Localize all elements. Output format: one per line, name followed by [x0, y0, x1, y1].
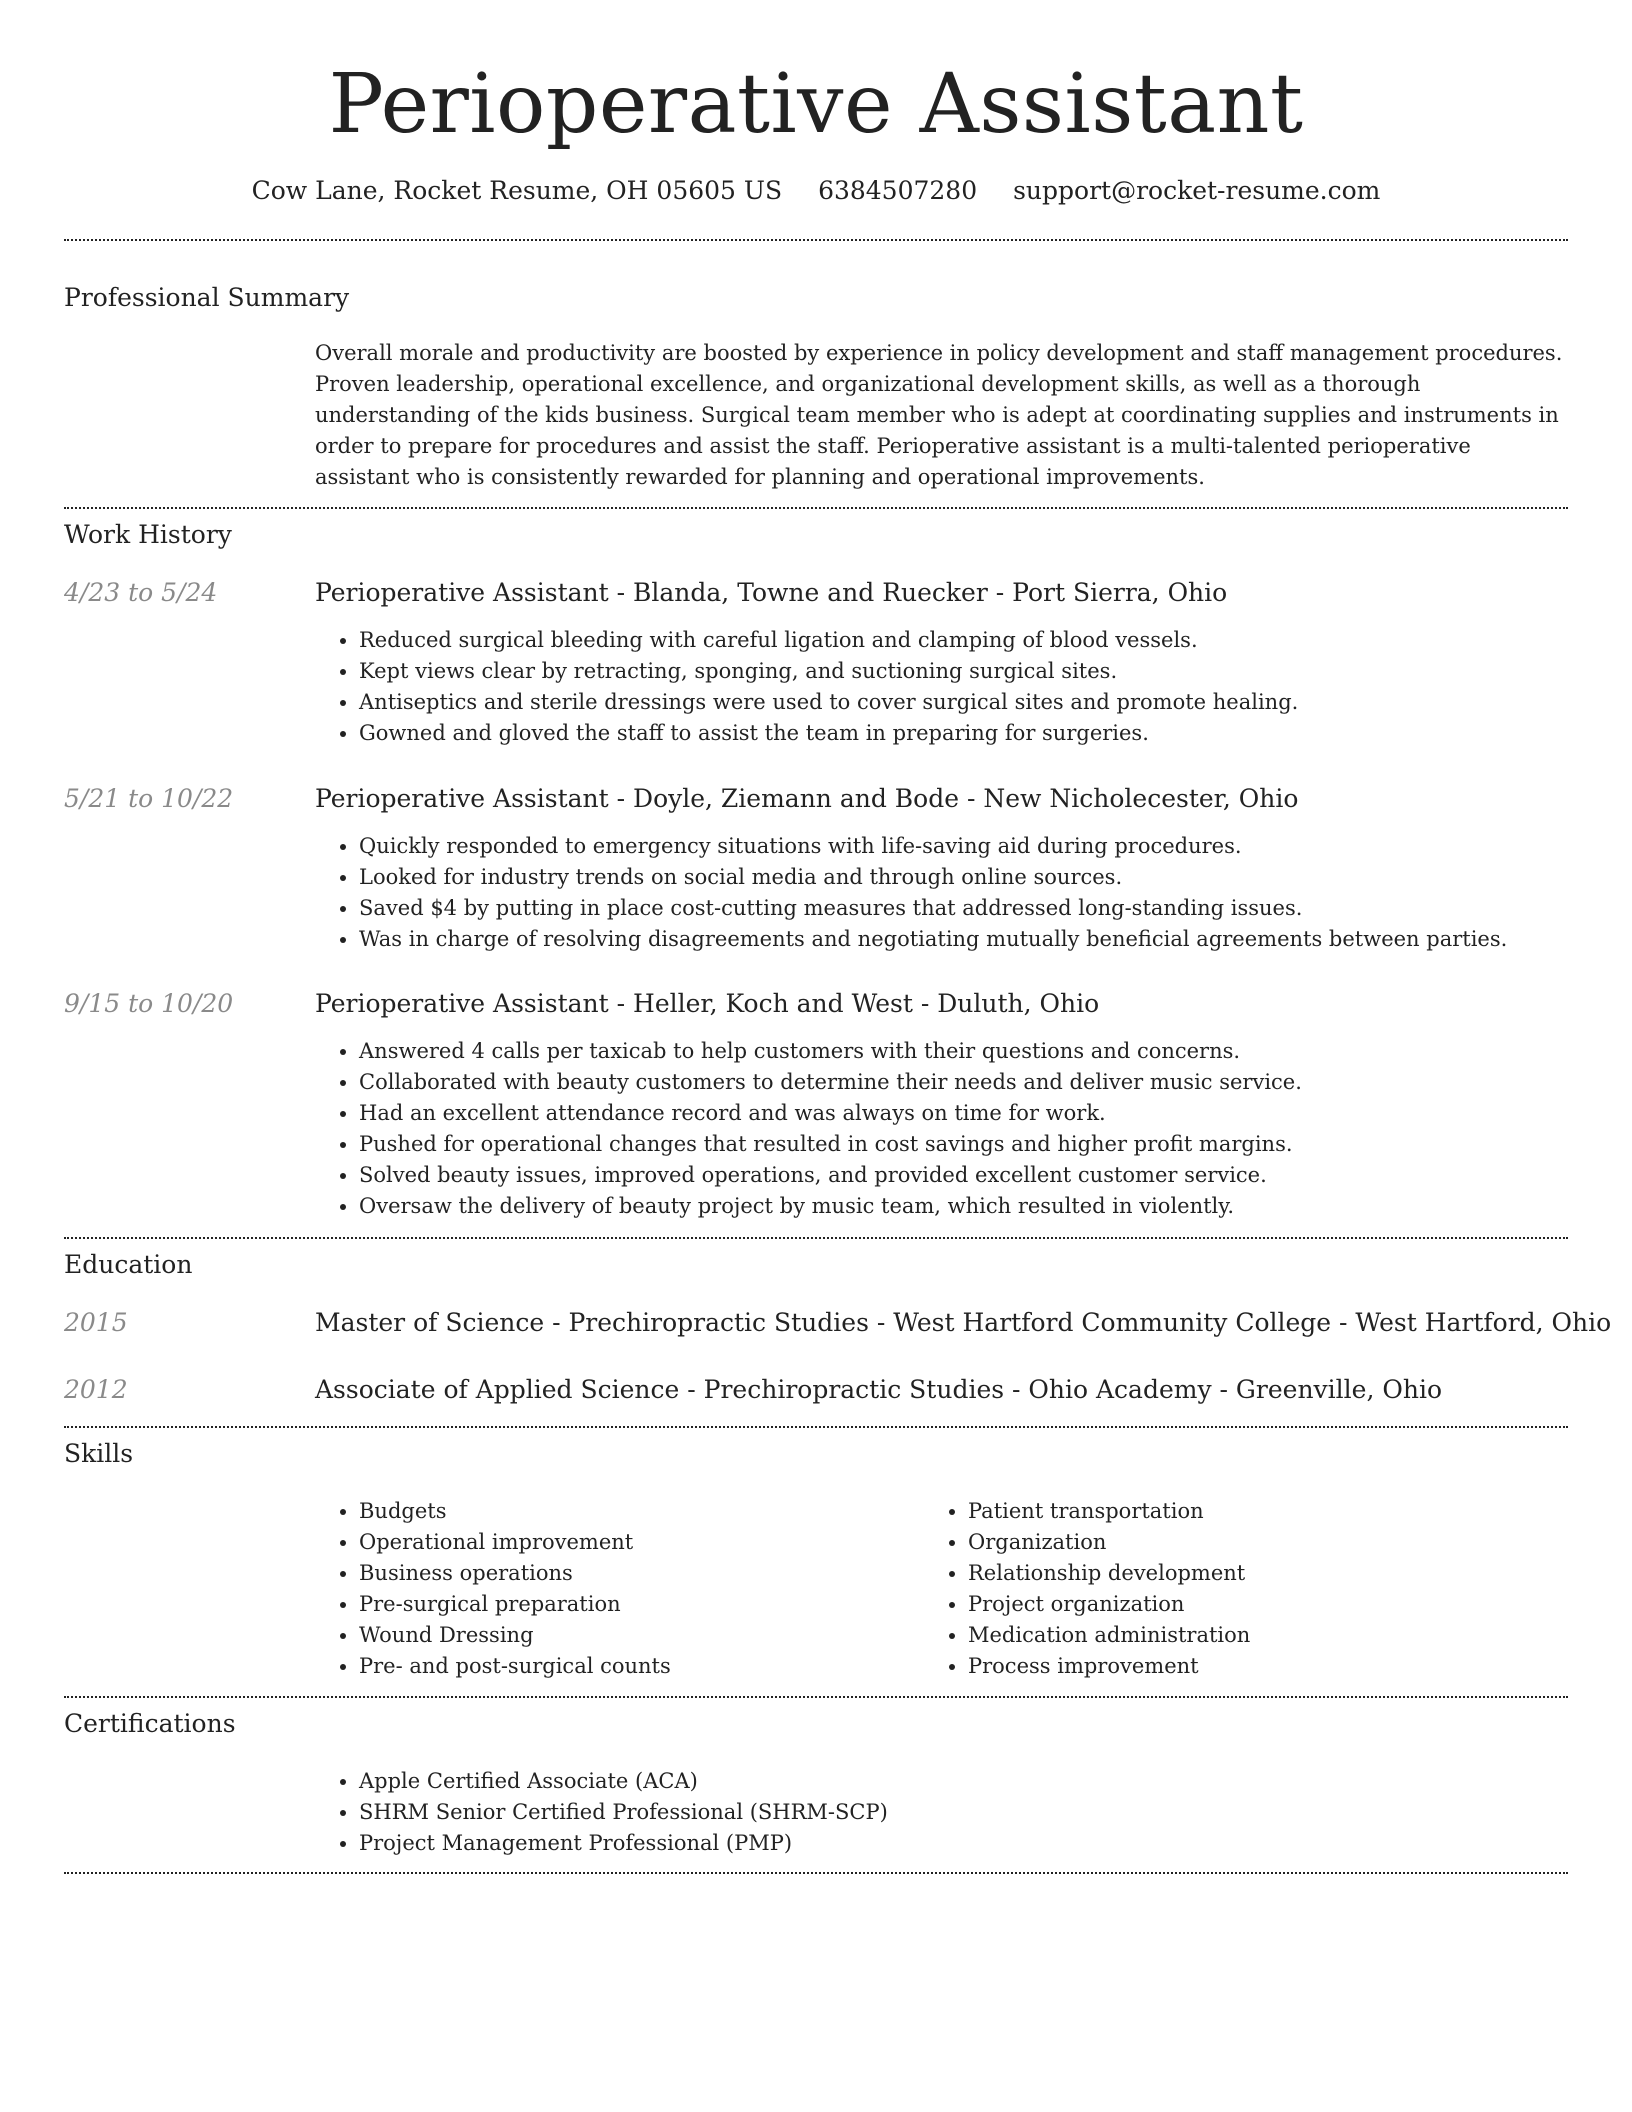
job-bullets	[315, 625, 1298, 749]
job-dates: 9/15 to 10/20	[64, 989, 234, 1018]
job-title: Perioperative Assistant - Blanda, Towne and Ruecker - Port Sierra, Ohio	[315, 578, 1228, 607]
summary-heading: Professional Summary	[64, 283, 350, 312]
section-divider	[64, 1696, 1568, 1698]
skill-item: • Business operations	[359, 1558, 671, 1589]
education-heading: Education	[64, 1250, 193, 1279]
job-bullet: • Solved beauty issues, improved operations, and provided excellent customer service.	[359, 1160, 1302, 1191]
education-year: 2012	[64, 1375, 128, 1404]
job-bullet: • Collaborated with beauty customers to determine their needs and deliver music service.	[359, 1067, 1302, 1098]
job-bullet: • Reduced surgical bleeding with careful ligation and clamping of blood vessels.	[359, 625, 1298, 656]
skill-item: • Relationship development	[968, 1558, 1250, 1589]
job-bullet: • Quickly responded to emergency situations with life-saving aid during procedures.	[359, 831, 1507, 862]
education-title: Master of Science - Prechiropractic Studies - West Hartford Community College - West Hartford, Ohio	[315, 1308, 1612, 1337]
skill-item: • Process improvement	[968, 1651, 1250, 1682]
job-title: Perioperative Assistant - Heller, Koch and West - Duluth, Ohio	[315, 989, 1100, 1018]
contact-line	[0, 174, 1632, 208]
summary-text: Overall morale and productivity are boosted by experience in policy development and staff management procedures. Proven leadership, operational excellence, and organizational development skills, as well as a thorough understanding of the kids business. Surgical team member who is adept at coordinating supplies and instruments in order to prepare for procedures and assist the staff. Perioperative assistant is a multi-talented perioperative assistant who is consistently rewarded for planning and operational improvements.	[315, 341, 1563, 489]
job-bullet: • Looked for industry trends on social media and through online sources.	[359, 862, 1507, 893]
work-history-heading: Work History	[64, 520, 232, 549]
skills-list-right	[924, 1496, 1250, 1682]
job-dates: 4/23 to 5/24	[64, 578, 218, 607]
job-bullet: • Pushed for operational changes that resulted in cost savings and higher profit margins.	[359, 1129, 1302, 1160]
skill-item: • Organization	[968, 1527, 1250, 1558]
job-dates: 5/21 to 10/22	[64, 784, 234, 813]
job-bullets	[315, 831, 1507, 955]
skill-item: • Budgets	[359, 1496, 671, 1527]
contact-email: support@rocket-resume.com	[1013, 176, 1381, 205]
skill-item: • Pre-surgical preparation	[359, 1589, 671, 1620]
skill-item: • Pre- and post-surgical counts	[359, 1651, 671, 1682]
contact-phone: 6384507280	[818, 176, 978, 205]
job-bullet: • Had an excellent attendance record and was always on time for work.	[359, 1098, 1302, 1129]
job-bullet: • Saved $4 by putting in place cost-cutting measures that addressed long-standing issues.	[359, 893, 1507, 924]
education-title: Associate of Applied Science - Prechiropractic Studies - Ohio Academy - Greenville, Ohio	[315, 1375, 1442, 1404]
section-divider	[64, 1426, 1568, 1428]
section-divider	[64, 1872, 1568, 1874]
candidate-name: Perioperative Assistant	[328, 57, 1304, 152]
section-divider	[64, 507, 1568, 509]
skills-heading: Skills	[64, 1439, 134, 1468]
job-title: Perioperative Assistant - Doyle, Ziemann and Bode - New Nicholecester, Ohio	[315, 784, 1299, 813]
job-bullet: • Antiseptics and sterile dressings were used to cover surgical sites and promote healing.	[359, 687, 1298, 718]
job-bullet: • Gowned and gloved the staff to assist the team in preparing for surgeries.	[359, 718, 1298, 749]
resume-header	[0, 0, 1632, 208]
job-bullet: • Oversaw the delivery of beauty project by music team, which resulted in violently.	[359, 1191, 1302, 1222]
skill-item: • Medication administration	[968, 1620, 1250, 1651]
skill-item: • Patient transportation	[968, 1496, 1250, 1527]
skill-item: • Project organization	[968, 1589, 1250, 1620]
certifications-list	[315, 1766, 888, 1859]
certification-item: • Apple Certified Associate (ACA)	[359, 1766, 888, 1797]
skill-item: • Operational improvement	[359, 1527, 671, 1558]
job-bullet: • Was in charge of resolving disagreements and negotiating mutually beneficial agreements between parties.	[359, 924, 1507, 955]
contact-address: Cow Lane, Rocket Resume, OH 05605 US	[251, 176, 783, 205]
certification-item: • Project Management Professional (PMP)	[359, 1828, 888, 1859]
job-bullet: • Kept views clear by retracting, sponging, and suctioning surgical sites.	[359, 656, 1298, 687]
certification-item: • SHRM Senior Certified Professional (SHRM-SCP)	[359, 1797, 888, 1828]
certifications-heading: Certifications	[64, 1709, 236, 1738]
section-divider	[64, 239, 1568, 241]
skill-item: • Wound Dressing	[359, 1620, 671, 1651]
skills-list-left	[315, 1496, 671, 1682]
job-bullets	[315, 1036, 1302, 1222]
job-bullet: • Answered 4 calls per taxicab to help customers with their questions and concerns.	[359, 1036, 1302, 1067]
education-year: 2015	[64, 1308, 128, 1337]
section-divider	[64, 1237, 1568, 1239]
